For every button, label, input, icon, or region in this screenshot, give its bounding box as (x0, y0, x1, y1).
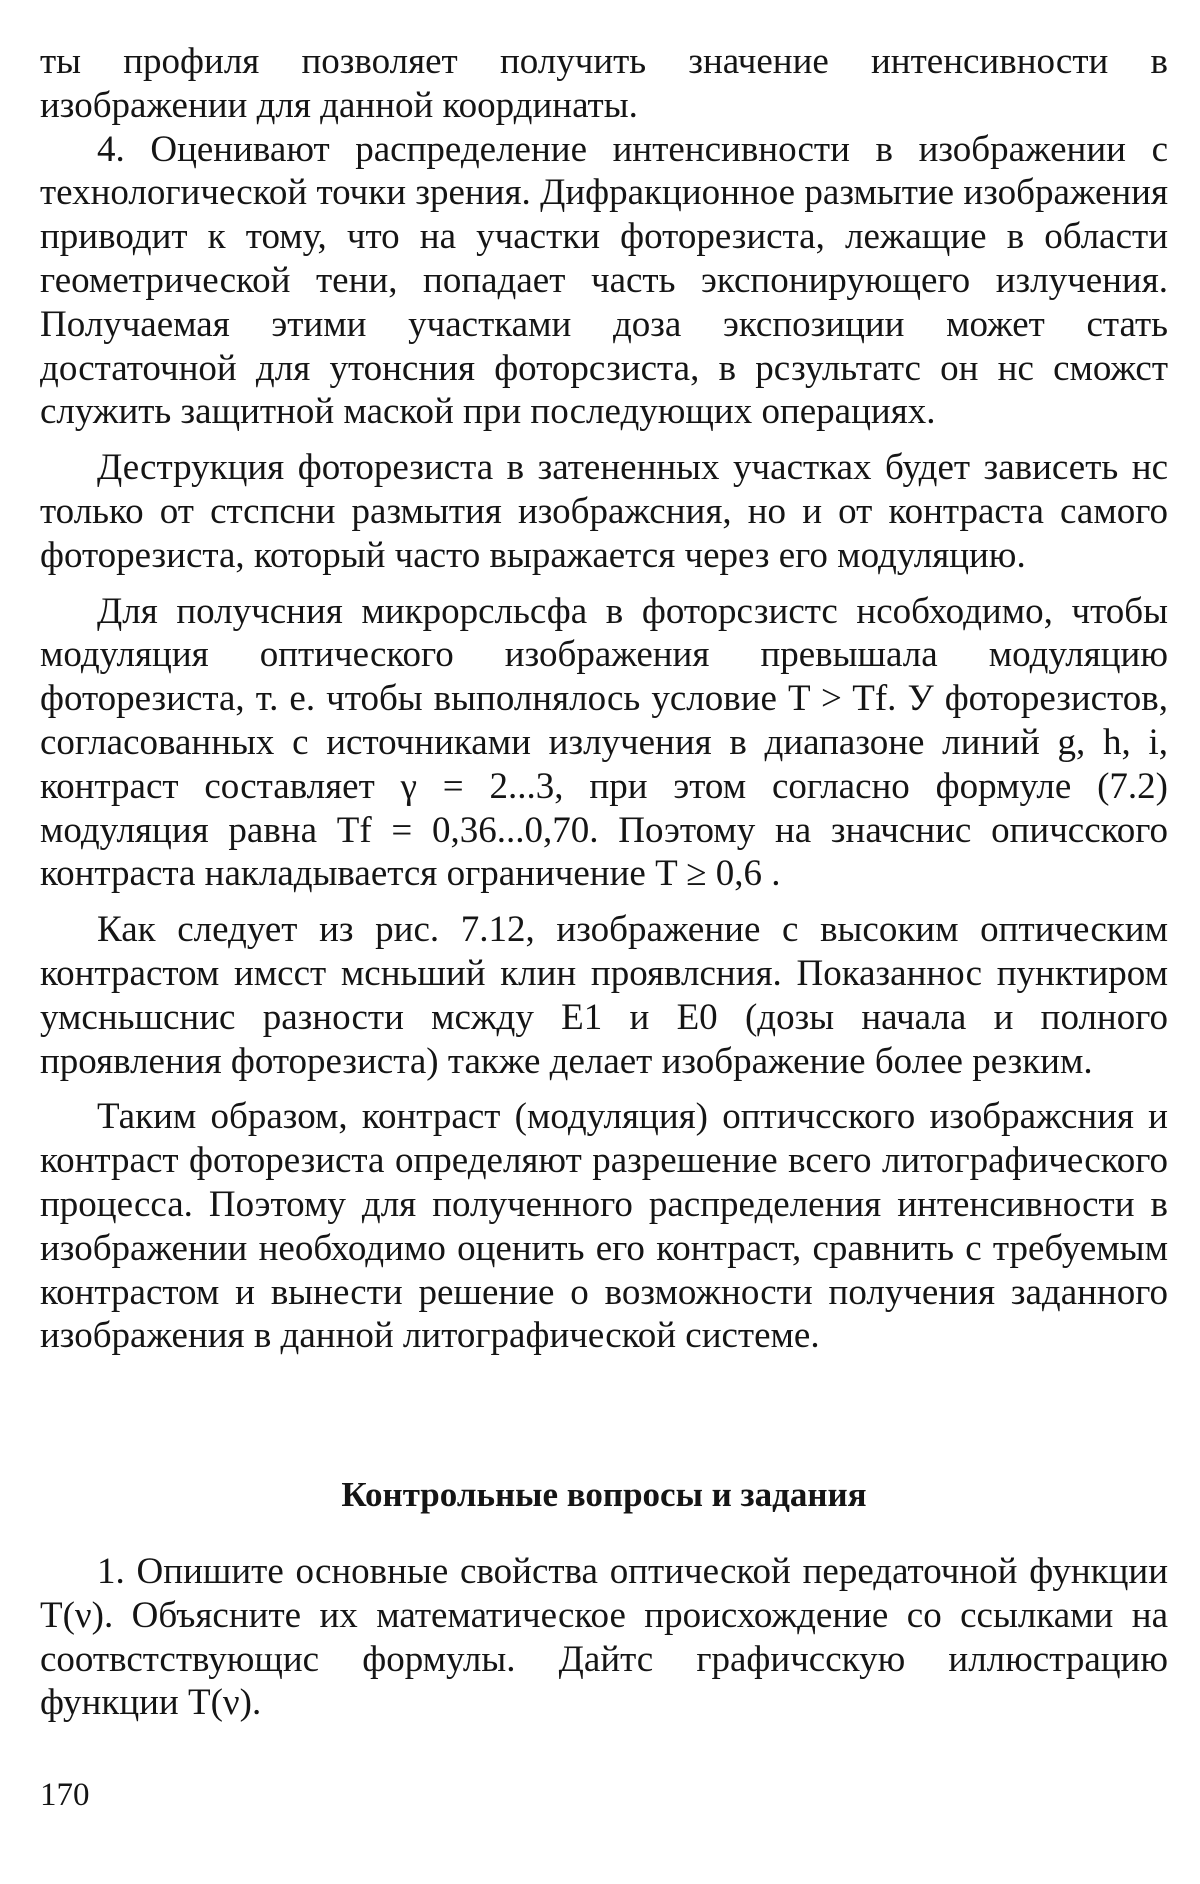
paragraph-destruction: Деструкция фоторезиста в затененных участках будет зависеть нс только от стспсни размытия изображсния, но и от контраста самого фоторезиста, который часто выражается через его модуляцию. (40, 447, 1168, 576)
page-number: 170 (40, 1777, 90, 1813)
paragraph-figure-ref: Как следует из рис. 7.12, изображение с высоким оптическим контрастом имсст мсньший клин проявлсния. Показаннос пунктиром умсньшснис разности мсжду E1 и E0 (дозы начала и полного проявления фоторезиста) также делает изображение более резким. (40, 909, 1168, 1082)
section-heading: Контрольные вопросы и задания (341, 1475, 867, 1514)
paragraph-microrelief: Для получсния микрорсльсфа в фоторсзистс нсобходимо, чтобы модуляция оптического изображения превышала модуляцию фоторезиста, т. е. чтобы выполнялось условие T > Tf. У фоторезистов, согласованных с источниками излучения в диапазоне линий g, h, i, контраст составляет γ = 2...3, при этом согласно формуле (7.2) модуляция равна Tf = 0,36...0,70. Поэтому на значснис опичсского контраста накладывается ограничение T ≥ 0,6 . (40, 590, 1168, 895)
questions-list (40, 1550, 1168, 1725)
paragraph-continuation: ты профиля позволяет получить значение интенсивности в изображении для данной координаты. (40, 41, 1168, 126)
body-text (40, 40, 1168, 1358)
paragraph-conclusion: Таким образом, контраст (модуляция) оптичсского изображсния и контраст фоторезиста определяют разрешение всего литографического процесса. Поэтому для полученного распределения интенсивности в изображении необходимо оценить его контраст, сравнить с требуемым контрастом и вынести решение о возможности получения заданного изображения в данной литографической системе. (40, 1096, 1168, 1357)
paragraph-item-4: 4. Оценивают распределение интенсивности в изображении с технологической точки зрения. Дифракционное размытие изображения приводит к тому, что на участки фоторезиста, лежащие в области геометрической тени, попадает часть экспонирующего излучения. Получаемая этими участками доза экспозиции может стать достаточной для утонсния фоторсзиста, в рсзультатс он нс сможст служить защитной маской при последующих операциях. (40, 128, 1168, 433)
question-item: 1. Опишите основные свойства оптической передаточной функции T(ν). Объясните их математическое происхождение со ссылками на соотвстствующис формулы. Дайтс графичсскую иллюстрацию функции T(ν). (40, 1551, 1168, 1724)
